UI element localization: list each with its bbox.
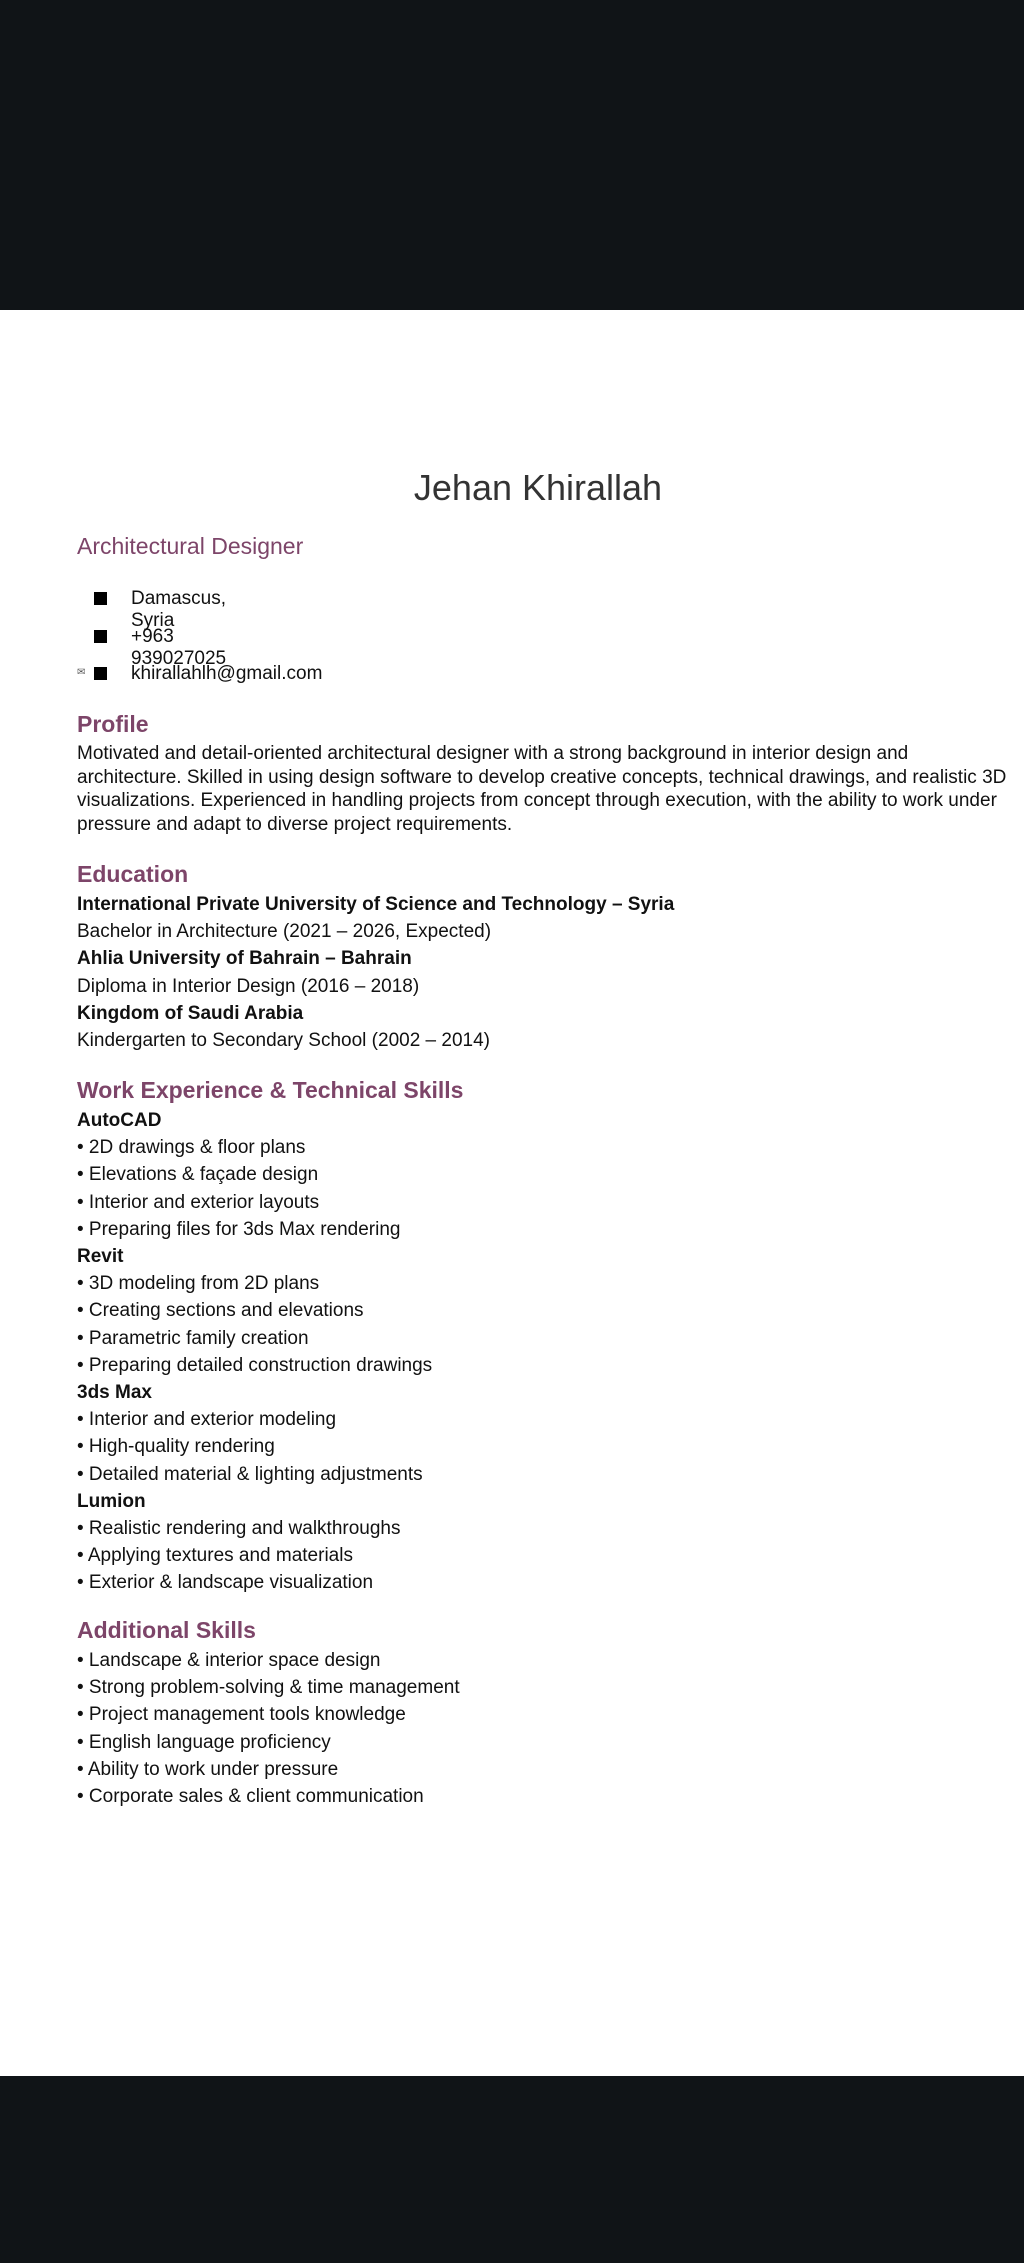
resume-page — [0, 310, 1024, 2076]
profile-text: Motivated and detail-oriented architectural designer with a strong background in interior design and architecture. Skilled in using design software to develop creative concepts, technical drawings, and realistic 3D visualizations. Experienced in handling projects from concept through execution, with the ability to work under pressure and adapt to diverse project requirements. — [77, 743, 1007, 835]
contact-location-text: Damascus, Syria — [131, 588, 227, 631]
additional-skills-section — [77, 1616, 1007, 1810]
additional-skill-item: • Corporate sales & client communication — [77, 1786, 424, 1808]
experience-heading: Work Experience & Technical Skills — [77, 1077, 464, 1103]
education-detail: Kindergarten to Secondary School (2002 – 2014) — [77, 1030, 490, 1052]
education-section — [77, 860, 1007, 1054]
skill-item: • 2D drawings & floor plans — [77, 1137, 306, 1159]
contact-email-text[interactable]: khirallahlh@gmail.com — [131, 663, 323, 684]
skill-item: • Applying textures and materials — [77, 1545, 353, 1567]
skill-tool-revit: Revit — [77, 1246, 124, 1268]
education-school: Kingdom of Saudi Arabia — [77, 1002, 304, 1024]
additional-skills-heading: Additional Skills — [77, 1617, 256, 1643]
contact-phone-text[interactable]: +963 939027025 — [131, 625, 227, 669]
skill-tool-autocad: AutoCAD — [77, 1110, 162, 1131]
additional-skill-item: • English language proficiency — [77, 1731, 331, 1753]
email-icon: ✉ — [77, 666, 107, 682]
education-heading: Education — [77, 861, 189, 887]
experience-section — [77, 1076, 1007, 1597]
education-list — [77, 891, 1007, 1054]
skill-item: • Creating sections and elevations — [77, 1300, 364, 1322]
profile-section — [77, 710, 1007, 836]
experience-list — [77, 1107, 1007, 1597]
skill-item: • High-quality rendering — [77, 1436, 275, 1458]
education-detail: Bachelor in Architecture (2021 – 2026, Expected) — [77, 921, 492, 943]
square-bullet-icon — [77, 629, 107, 645]
skill-tool-lumion: Lumion — [77, 1490, 146, 1512]
additional-skill-item: • Landscape & interior space design — [77, 1650, 381, 1671]
education-school: International Private University of Science and Technology – Syria — [77, 894, 675, 915]
profile-heading: Profile — [77, 711, 149, 737]
skill-tool-3dsmax: 3ds Max — [77, 1382, 152, 1404]
skill-item: • Preparing detailed construction drawings — [77, 1354, 433, 1376]
additional-skills-list — [77, 1647, 1007, 1810]
job-title: Architectural Designer — [77, 533, 304, 559]
skill-item: • Elevations & façade design — [77, 1164, 319, 1186]
skill-item: • Parametric family creation — [77, 1327, 309, 1349]
skill-item: • Detailed material & lighting adjustments — [77, 1463, 423, 1485]
skill-item: • Realistic rendering and walkthroughs — [77, 1518, 401, 1540]
top-dark-band — [0, 0, 1024, 310]
education-school: Ahlia University of Bahrain – Bahrain — [77, 948, 412, 970]
additional-skill-item: • Ability to work under pressure — [77, 1758, 339, 1780]
candidate-name: Jehan Khirallah — [413, 467, 663, 508]
skill-item: • 3D modeling from 2D plans — [77, 1273, 320, 1295]
education-detail: Diploma in Interior Design (2016 – 2018) — [77, 975, 420, 997]
skill-item: • Preparing files for 3ds Max rendering — [77, 1218, 401, 1240]
skill-item: • Interior and exterior layouts — [77, 1191, 320, 1213]
skill-item: • Exterior & landscape visualization — [77, 1572, 374, 1594]
skill-item: • Interior and exterior modeling — [77, 1409, 337, 1431]
bottom-dark-band — [0, 2076, 1024, 2263]
additional-skill-item: • Project management tools knowledge — [77, 1704, 406, 1726]
additional-skill-item: • Strong problem-solving & time management — [77, 1677, 460, 1699]
square-bullet-icon — [77, 591, 107, 607]
